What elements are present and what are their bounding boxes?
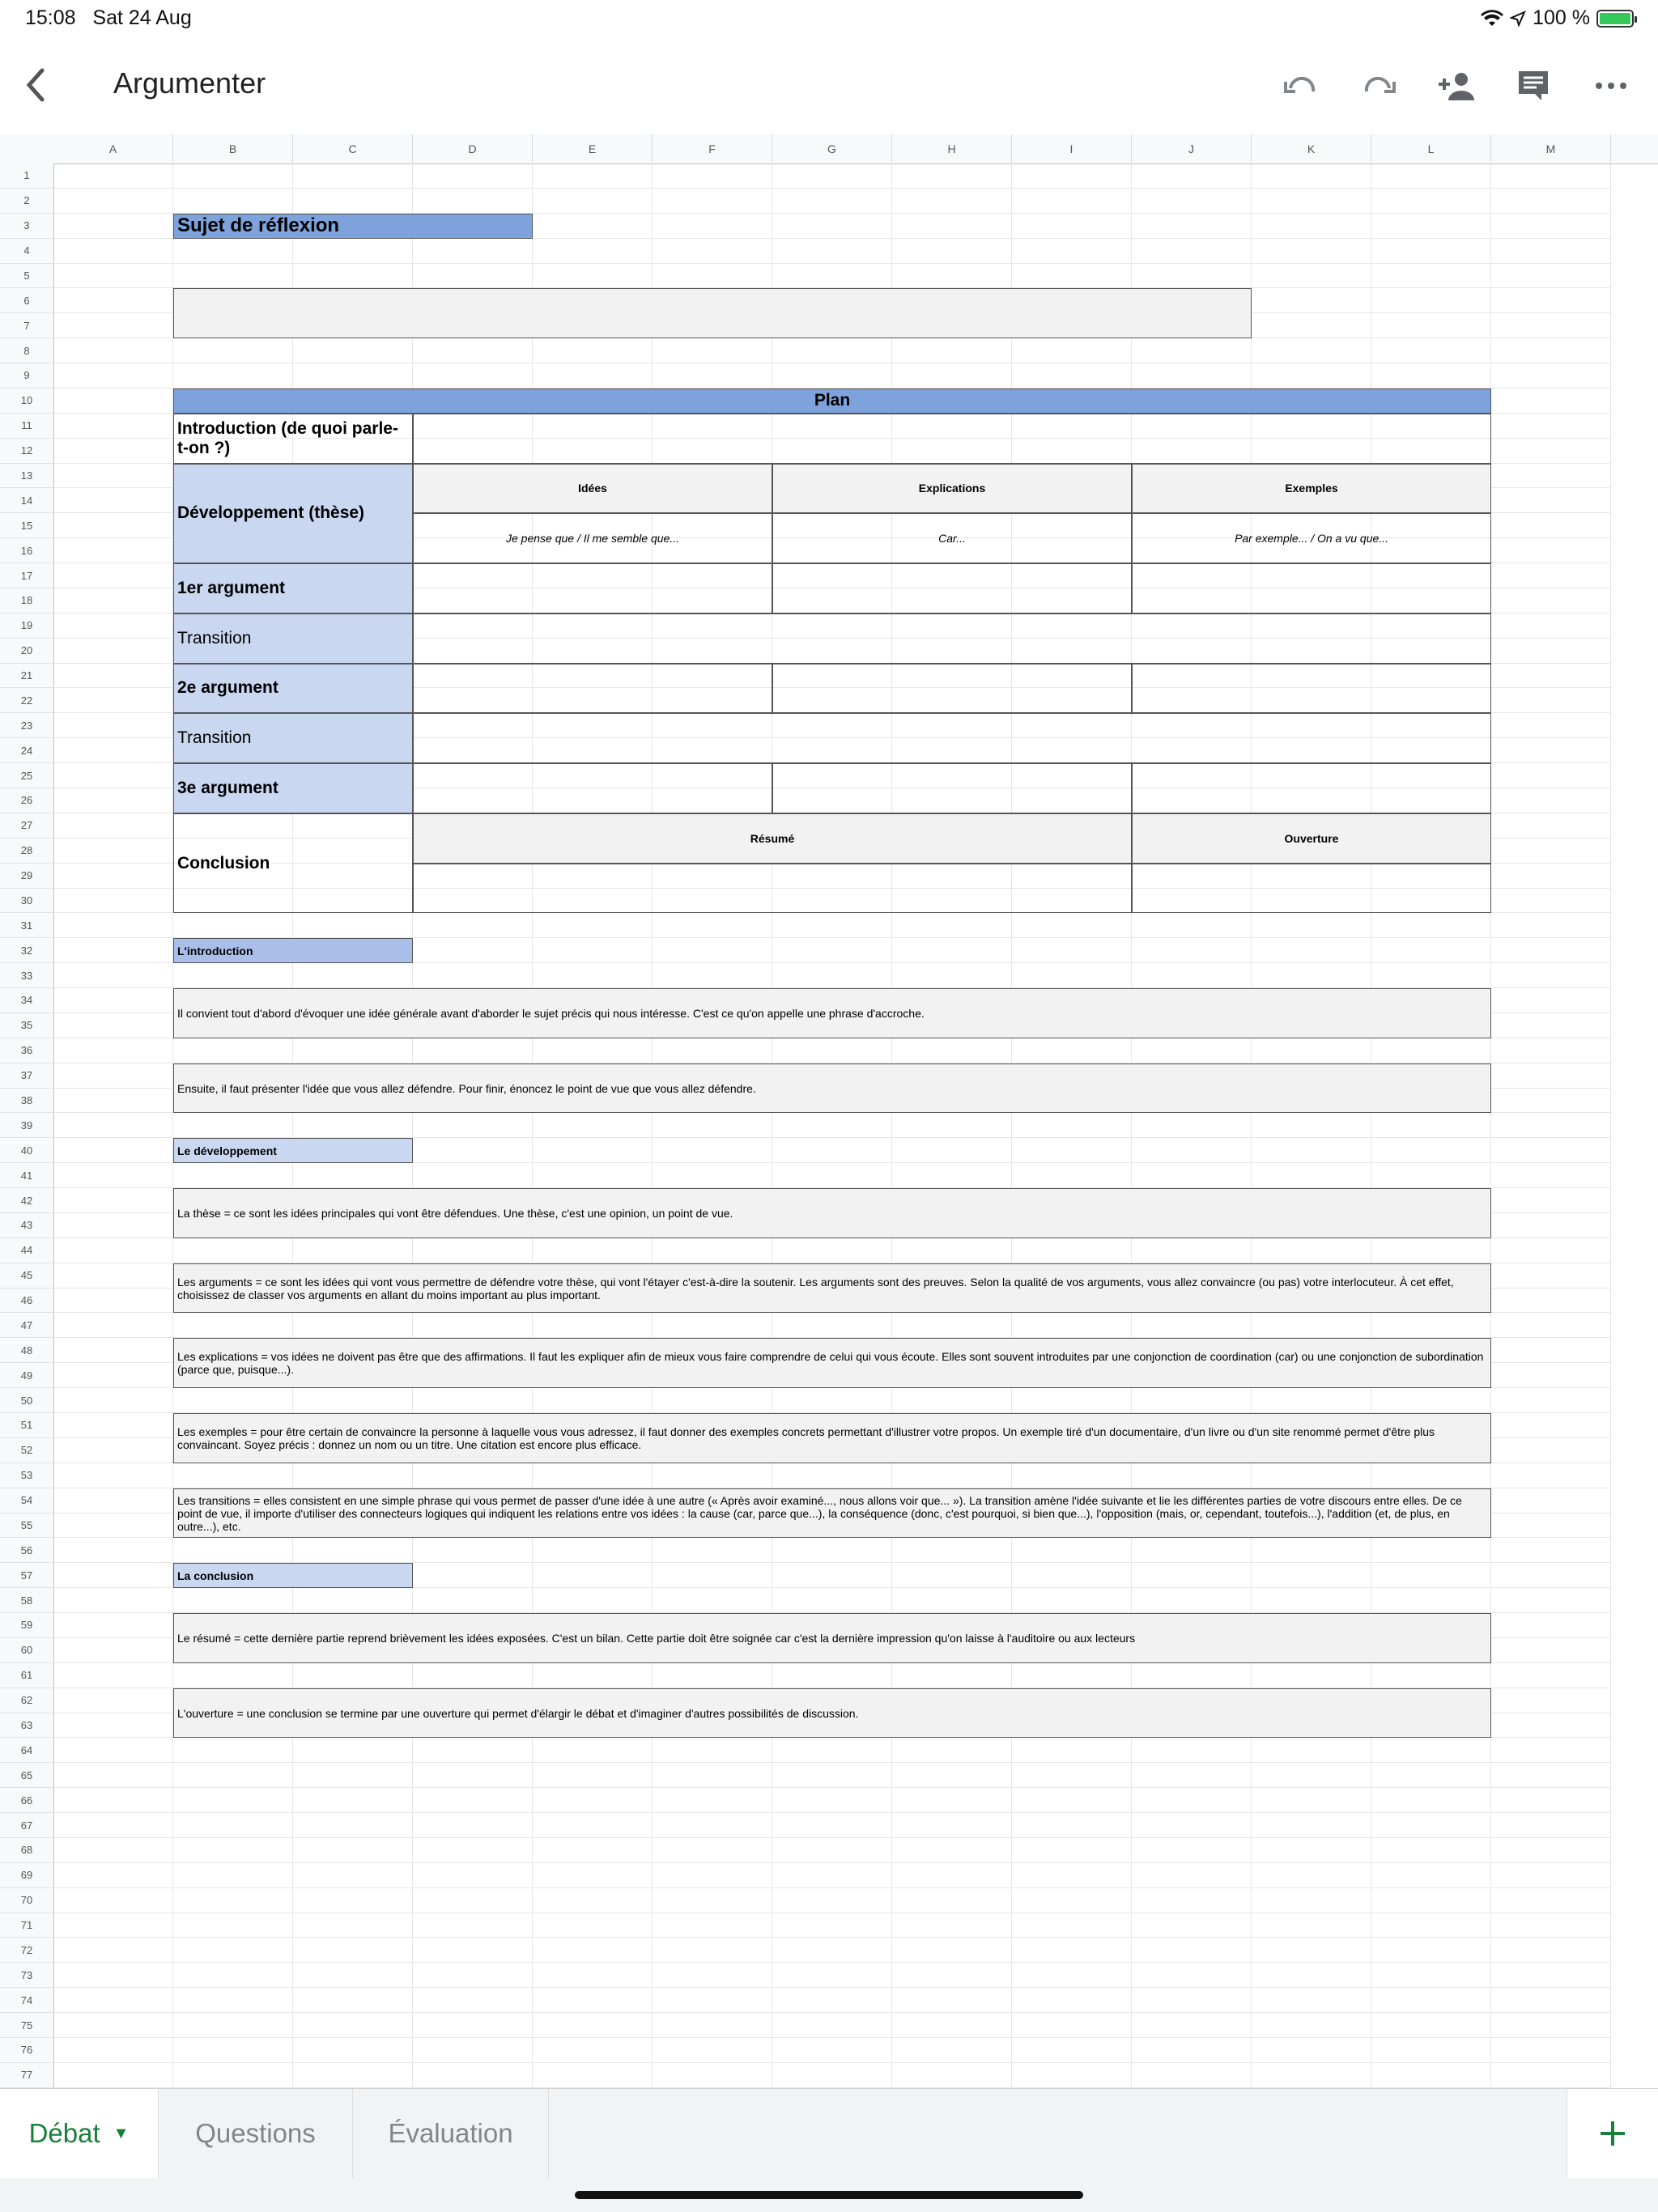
grid-line [53,1887,1611,1888]
add-sheet-button[interactable] [1567,2089,1658,2178]
row-header[interactable]: 29 [0,864,53,889]
row-header[interactable]: 18 [0,588,53,614]
row-header[interactable]: 14 [0,488,53,513]
col-explanations-header[interactable]: Explications [772,464,1132,514]
home-indicator [575,2191,1083,2199]
column-header-g[interactable]: G [772,134,892,163]
row-header[interactable]: 10 [0,388,53,414]
row-header[interactable]: 13 [0,464,53,489]
arg1-examples-cell[interactable] [1132,563,1491,614]
subject-input-cell[interactable] [173,288,1252,338]
grid-line [53,1787,1611,1788]
arg3-examples-cell[interactable] [1132,763,1491,813]
row-header[interactable]: 37 [0,1064,53,1089]
row-header[interactable]: 75 [0,2013,53,2038]
row-header[interactable]: 45 [0,1263,53,1289]
row-header[interactable]: 21 [0,664,53,689]
transition2-input-cell[interactable] [413,713,1491,763]
dev-note-2[interactable]: Les arguments = ce sont les idées qui vont vous permettre de défendre votre thèse, qui vont l'étayer c'est-à-dire la soutenir. Les arguments sont des preuves. Selon la qualité de vos arguments, vous allez convaincre (ou pas) votre interlocuteur. À cet effet, choisissez de classer vos arguments en allant du moins important au plus important. [173,1263,1491,1314]
row-header[interactable]: 41 [0,1163,53,1188]
arg3-explanations-cell[interactable] [772,763,1132,813]
row-header[interactable]: 59 [0,1613,53,1638]
arg2-label-cell[interactable]: 2e argument [173,664,413,714]
section-intro-cell[interactable]: L'introduction [173,938,413,963]
more-options-icon[interactable] [1588,63,1634,108]
transition1-label-cell[interactable]: Transition [173,614,413,664]
row-header[interactable]: 40 [0,1138,53,1163]
row-header[interactable]: 49 [0,1363,53,1388]
row-header[interactable]: 7 [0,313,53,338]
row-header[interactable]: 3 [0,214,53,239]
row-header[interactable]: 52 [0,1438,53,1463]
row-header[interactable]: 9 [0,363,53,388]
column-header-d[interactable]: D [413,134,533,163]
row-header[interactable]: 60 [0,1638,53,1663]
row-header[interactable]: 27 [0,813,53,839]
arg1-ideas-cell[interactable] [413,563,772,614]
row-header[interactable]: 30 [0,889,53,914]
wifi-icon [1481,10,1503,28]
grid-line [53,1762,1611,1763]
plan-header-cell[interactable]: Plan [173,388,1491,414]
row-header[interactable]: 74 [0,1988,53,2013]
row-header[interactable]: 64 [0,1738,53,1763]
intro-label-cell[interactable]: Introduction (de quoi parle-t-on ?) [173,414,413,464]
tab-label: Questions [195,2118,316,2148]
col-ideas-header[interactable]: Idées [413,464,772,514]
add-person-icon[interactable] [1435,63,1480,108]
row-header[interactable]: 42 [0,1188,53,1213]
tab-debat[interactable] [0,2089,159,2178]
row-header[interactable]: 11 [0,414,53,439]
row-header[interactable]: 15 [0,513,53,538]
hint-ideas-cell[interactable]: Je pense que / Il me semble que... [413,513,772,563]
arg3-ideas-cell[interactable] [413,763,772,813]
col-opening-header[interactable]: Ouverture [1132,813,1491,864]
arg1-explanations-cell[interactable] [772,563,1132,614]
location-arrow-icon [1510,11,1526,27]
status-time: 15:08 Sat 24 Aug [25,6,192,29]
row-header[interactable]: 1 [0,163,53,189]
column-header-e[interactable]: E [533,134,653,163]
column-header-i[interactable]: I [1012,134,1132,163]
row-header[interactable]: 48 [0,1338,53,1363]
battery-percent: 100 % [1533,6,1590,29]
row-header[interactable]: 5 [0,264,53,289]
intro-input-cell[interactable] [413,414,1491,464]
redo-icon[interactable] [1357,63,1402,108]
tab-evaluation[interactable] [353,2089,549,2178]
row-header[interactable]: 53 [0,1463,53,1488]
row-header[interactable]: 62 [0,1688,53,1713]
row-header[interactable]: 43 [0,1213,53,1238]
row-header[interactable]: 32 [0,938,53,963]
row-header[interactable]: 8 [0,338,53,363]
section-concl-cell[interactable]: La conclusion [173,1563,413,1588]
column-header-m[interactable]: M [1491,134,1611,163]
row-header[interactable]: 58 [0,1588,53,1613]
column-header-h[interactable]: H [892,134,1012,163]
col-examples-header[interactable]: Exemples [1132,464,1491,514]
row-header[interactable]: 22 [0,688,53,713]
transition1-input-cell[interactable] [413,614,1491,664]
arg2-ideas-cell[interactable] [413,664,772,714]
row-header[interactable]: 26 [0,788,53,813]
row-header[interactable]: 36 [0,1038,53,1064]
intro-note-2[interactable]: Ensuite, il faut présenter l'idée que vous allez défendre. Pour finir, énoncez le point de vue que vous allez défendre. [173,1064,1491,1114]
comment-icon[interactable] [1511,63,1556,108]
grid-line [53,1862,1611,1863]
hint-examples-cell[interactable]: Par exemple... / On a vu que... [1132,513,1491,563]
arg1-label-cell[interactable]: 1er argument [173,563,413,614]
column-header-c[interactable]: C [293,134,413,163]
row-header[interactable]: 68 [0,1838,53,1863]
row-header[interactable]: 24 [0,738,53,763]
row-header[interactable]: 6 [0,288,53,313]
battery-icon [1596,10,1634,28]
grid-line [53,1937,1611,1938]
row-header[interactable]: 71 [0,1913,53,1938]
row-header[interactable]: 65 [0,1763,53,1788]
row-header[interactable]: 12 [0,439,53,464]
subject-title-cell[interactable]: Sujet de réflexion [173,214,533,239]
conclusion-label-cell[interactable]: Conclusion [173,813,413,914]
grid-line [53,1812,1611,1813]
tab-label: Évaluation [388,2118,513,2148]
grid-line [1610,163,1611,2088]
grid-line [53,2037,1611,2038]
dropdown-caret-icon[interactable]: ▼ [113,2124,130,2142]
app-toolbar [0,39,1658,134]
row-header[interactable]: 70 [0,1888,53,1913]
concl-note-1[interactable]: Le résumé = cette dernière partie reprend brièvement les idées exposées. C'est un bilan. Cette partie doit être soignée car c'est la dernière impression qu'on laisse à l'auditoire ou aux lecteurs [173,1613,1491,1663]
grid-line [53,2012,1611,2013]
hint-explanations-cell[interactable]: Car... [772,513,1132,563]
sheet-tab-bar [0,2088,1658,2212]
row-header[interactable]: 38 [0,1089,53,1114]
column-header-b[interactable]: B [173,134,293,163]
row-header[interactable]: 2 [0,189,53,214]
row-header[interactable]: 35 [0,1013,53,1038]
row-header[interactable]: 19 [0,614,53,639]
row-header[interactable]: 17 [0,563,53,588]
status-bar [0,0,1658,39]
row-header[interactable]: 73 [0,1963,53,1988]
plus-icon [1599,2120,1626,2147]
back-chevron-icon[interactable] [23,66,55,106]
dev-label-cell[interactable]: Développement (thèse) [173,464,413,564]
undo-icon[interactable] [1278,63,1323,108]
intro-note-1[interactable]: Il convient tout d'abord d'évoquer une idée générale avant d'aborder le sujet précis qui nous intéresse. C'est ce qu'on appelle une phrase d'accroche. [173,988,1491,1038]
row-header[interactable]: 54 [0,1488,53,1514]
column-header-bar [0,134,1658,164]
column-header-a[interactable]: A [53,134,173,163]
row-header[interactable]: 23 [0,713,53,738]
row-header-bar [0,163,54,2088]
column-header-f[interactable]: F [653,134,772,163]
status-right [1481,6,1634,30]
summary-input-cell[interactable] [413,864,1132,914]
row-header[interactable]: 16 [0,538,53,563]
document-title: Argumenter [113,66,266,100]
row-header[interactable]: 61 [0,1663,53,1688]
row-header[interactable]: 20 [0,639,53,664]
row-header[interactable]: 77 [0,2063,53,2088]
tab-label: Débat [28,2118,100,2148]
column-header-l[interactable]: L [1371,134,1491,163]
grid-line [53,1962,1611,1963]
arg2-examples-cell[interactable] [1132,664,1491,714]
opening-input-cell[interactable] [1132,864,1491,914]
row-header[interactable]: 46 [0,1289,53,1314]
grid-line [53,188,1611,189]
row-header[interactable]: 47 [0,1313,53,1338]
row-header[interactable]: 33 [0,963,53,988]
row-header[interactable]: 44 [0,1238,53,1263]
concl-note-2[interactable]: L'ouverture = une conclusion se termine par une ouverture qui permet d'élargir le débat et d'imaginer d'autres possibilités de discussion. [173,1688,1491,1739]
section-dev-cell[interactable]: Le développement [173,1138,413,1163]
row-header[interactable]: 51 [0,1413,53,1438]
row-header[interactable]: 67 [0,1813,53,1838]
row-header[interactable]: 28 [0,839,53,864]
row-header[interactable]: 4 [0,239,53,264]
dev-note-3[interactable]: Les explications = vos idées ne doivent pas être que des affirmations. Il faut les expliquer afin de mieux vous faire comprendre de celui qui vous écoute. Elles sont souvent introduites par une conjonction de coordination (car) ou une conjonction de subordination (parce que, puisque...). [173,1338,1491,1388]
transition2-label-cell[interactable]: Transition [173,713,413,763]
row-header[interactable]: 56 [0,1538,53,1563]
row-header[interactable]: 25 [0,763,53,788]
row-header[interactable]: 34 [0,988,53,1013]
row-header[interactable]: 31 [0,913,53,938]
grid-line [53,1837,1611,1838]
column-header-j[interactable]: J [1132,134,1252,163]
dev-note-4[interactable]: Les exemples = pour être certain de convaincre la personne à laquelle vous vous adressez, il faut donner des exemples concrets permettant d'illustrer votre propos. Un exemple tiré d'un documentaire, d'un livre ou d'un site renommé permet d'être plus convaincant. Soyez précis : donnez un nom ou un titre. Une citation est encore plus efficace. [173,1413,1491,1463]
row-header[interactable]: 69 [0,1863,53,1888]
row-header[interactable]: 55 [0,1514,53,1539]
grid-line [53,1987,1611,1988]
row-header[interactable]: 66 [0,1788,53,1813]
spreadsheet-grid[interactable] [0,134,1658,2088]
row-header[interactable]: 72 [0,1938,53,1963]
row-header[interactable]: 57 [0,1563,53,1588]
arg3-label-cell[interactable]: 3e argument [173,763,413,813]
col-summary-header[interactable]: Résumé [413,813,1132,864]
arg2-explanations-cell[interactable] [772,664,1132,714]
row-header[interactable]: 63 [0,1713,53,1739]
row-header[interactable]: 50 [0,1388,53,1413]
tab-questions[interactable] [159,2089,353,2178]
column-header-k[interactable]: K [1252,134,1371,163]
grid-line [53,263,1611,264]
grid-line [53,2062,1611,2063]
status-date: Sat 24 Aug [92,6,192,29]
row-header[interactable]: 39 [0,1113,53,1138]
dev-note-1[interactable]: La thèse = ce sont les idées principales qui vont être défendues. Une thèse, c'est une opinion, un point de vue. [173,1188,1491,1238]
dev-note-5[interactable]: Les transitions = elles consistent en une simple phrase qui vous permet de passer d'une idée à une autre (« Après avoir examiné..., nous allons voir que... »). La transition amène l'idée suivante et lie les différentes parties de votre discours entre elles. De ce point de vue, il importe d'utiliser des connecteurs logiques qui indiquent les relations entre vos idées : la cause (car, parce que...), la conséquence (donc, c'est pourquoi, si bien que...), l'opposition (mais, or, cependant, toutefois...), l'addition (et, de plus, en outre...), etc. [173,1488,1491,1539]
row-header[interactable]: 76 [0,2038,53,2063]
